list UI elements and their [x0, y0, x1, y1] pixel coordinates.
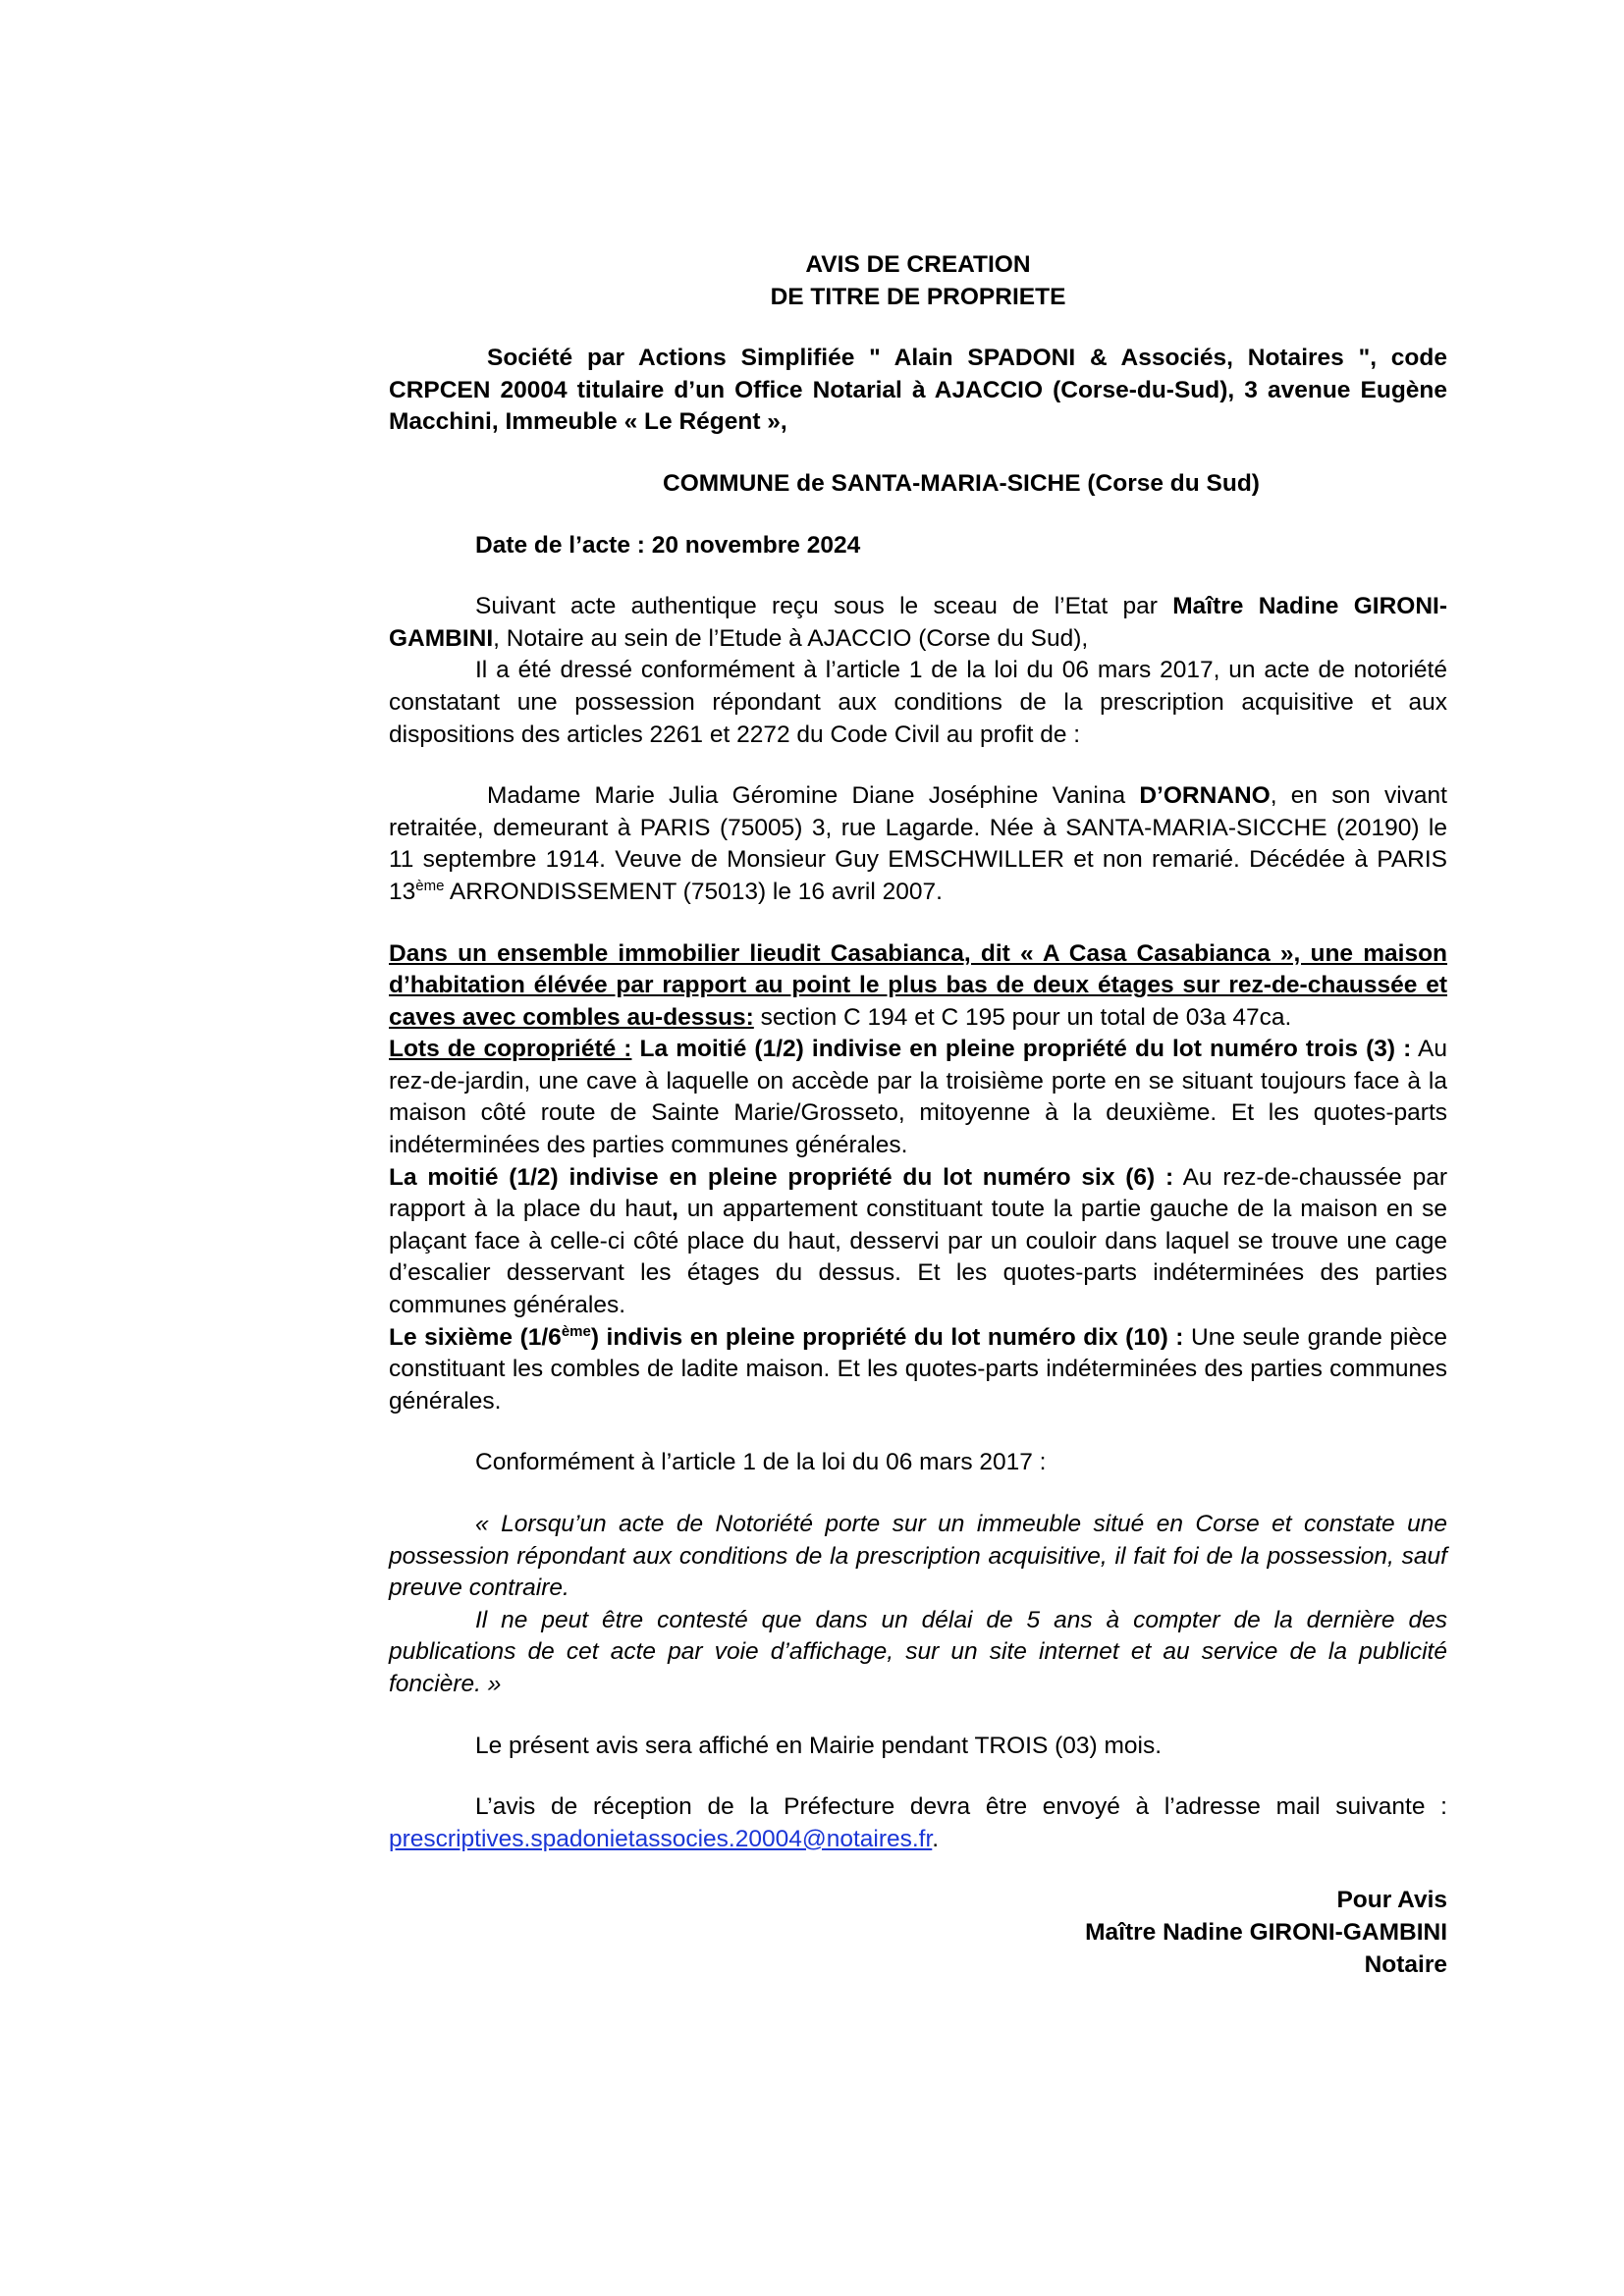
intro-paragraph-2: Il a été dressé conformément à l’article 1 de la loi du 06 mars 2017, un acte de notoriété constatant une possession répondant aux conditions de la prescription acquisitive et aux dispositions des articles 2261 et 2272 du Code Civil au profit de :: [389, 657, 1447, 748]
property-cadastre: section C 194 et C 195 pour un total de 03a 47ca.: [753, 1003, 1292, 1031]
signature-line3: Notaire: [1364, 1950, 1447, 1978]
beneficiary-paragraph: [389, 780, 1447, 908]
property-heading: Dans un ensemble immobilier lieudit Casabianca, dit « A Casa Casabianca », une maison d’habitation élévée par rapport au point le plus bas de deux étages sur rez-de-chaussée et caves avec combles au-dessus:: [389, 939, 1447, 1031]
lot10-title-a: Le sixième (1/6: [389, 1323, 562, 1351]
lot6-comma: ,: [672, 1196, 678, 1223]
intro-text-start: Suivant acte authentique reçu sous le sceau de l’Etat par: [475, 593, 1173, 620]
property-paragraph: [389, 938, 1447, 1035]
lot6-paragraph: [389, 1162, 1447, 1322]
intro-paragraph-1: [389, 591, 1447, 655]
lots-label: Lots de copropriété :: [389, 1036, 632, 1063]
intro-text-end: , Notaire au sein de l’Etude à AJACCIO (Corse du Sud),: [493, 624, 1089, 652]
lot6-description-a: Au rez-de-chaussée par rapport à la place du haut: [389, 1163, 1447, 1223]
lot10-title-b: ) indivis en pleine propriété du lot numéro dix (10) :: [590, 1323, 1184, 1351]
document-title-line1: AVIS DE CREATION: [805, 251, 1031, 278]
law-intro: Conformément à l’article 1 de la loi du 06 mars 2017 :: [475, 1449, 1047, 1476]
office-paragraph: Société par Actions Simplifiée " Alain SPADONI & Associés, Notaires ", code CRPCEN 20004 titulaire d’un Office Notarial à AJACCIO (Corse-du-Sud), 3 avenue Eugène Macchini, Immeuble « Le Régent »,: [389, 345, 1447, 436]
lot3-paragraph: [389, 1034, 1447, 1161]
law-quote-2: Il ne peut être contesté que dans un délai de 5 ans à compter de la dernière des publications de cet acte par voie d’affichage, sur un site internet et au service de la publicité foncière. »: [389, 1606, 1447, 1697]
lot10-sup: ème: [561, 1322, 591, 1340]
document-title-line2: DE TITRE DE PROPRIETE: [770, 283, 1066, 310]
beneficiary-start: Madame Marie Julia Géromine Diane Joséphine Vanina: [487, 782, 1140, 810]
affichage-paragraph: Le présent avis sera affiché en Mairie pendant TROIS (03) mois.: [475, 1732, 1163, 1759]
document-page: [389, 249, 1447, 1981]
commune-heading: COMMUNE de SANTA-MARIA-SICHE (Corse du Sud): [663, 469, 1260, 497]
signature-line1: Pour Avis: [1336, 1887, 1447, 1914]
reception-end: .: [932, 1825, 940, 1852]
beneficiary-name: D’ORNANO: [1139, 782, 1271, 810]
lot10-paragraph: [389, 1322, 1447, 1418]
beneficiary-mid: , en son vivant retraitée, demeurant à PARIS (75005) 3, rue Lagarde. Née à SANTA-MARIA-SICCHE (20190) le 11 septembre 1914. Veuve de Monsieur Guy EMSCHWILLER et non remarié. Décédée à PARIS 13: [389, 782, 1447, 905]
reception-text: L’avis de réception de la Préfecture devra être envoyé à l’adresse mail suivante :: [475, 1793, 1447, 1821]
beneficiary-end: ARRONDISSEMENT (75013) le 16 avril 2007.: [444, 878, 943, 905]
prefecture-email-link[interactable]: prescriptives.spadonietassocies.20004@notaires.fr: [389, 1825, 933, 1852]
lot3-description: Au rez-de-jardin, une cave à laquelle on accède par la troisième porte en se situant toujours face à la maison côté route de Sainte Marie/Grosseto, mitoyenne à la deuxième. Et les quotes-parts indéterminées des parties communes générales.: [389, 1036, 1447, 1159]
lot3-title: La moitié (1/2) indivise en pleine propriété du lot numéro trois (3) :: [631, 1036, 1412, 1063]
lot6-title: La moitié (1/2) indivise en pleine propriété du lot numéro six (6) :: [389, 1163, 1174, 1191]
date-acte: Date de l’acte : 20 novembre 2024: [475, 531, 861, 559]
reception-paragraph: [389, 1791, 1447, 1855]
notary-name: Maître Nadine GIRONI-GAMBINI: [389, 593, 1447, 652]
law-quote-1: « Lorsqu’un acte de Notoriété porte sur un immeuble situé en Corse et constate une possession répondant aux conditions de la prescription acquisitive, il fait foi de la possession, sauf preuve contraire.: [389, 1511, 1447, 1602]
lot10-description: Une seule grande pièce constituant les combles de ladite maison. Et les quotes-parts indéterminées des parties communes générales.: [389, 1323, 1448, 1415]
beneficiary-sup: ème: [415, 877, 445, 894]
lot6-description-b: un appartement constituant toute la partie gauche de la maison en se plaçant face à celle-ci côté place du haut, desservi par un couloir dans laquel se trouve une cage d’escalier desservant les étages du dessus. Et les quotes-parts indéterminées des parties communes générales.: [389, 1196, 1447, 1319]
signature-line2: Maître Nadine GIRONI-GAMBINI: [1085, 1918, 1447, 1946]
